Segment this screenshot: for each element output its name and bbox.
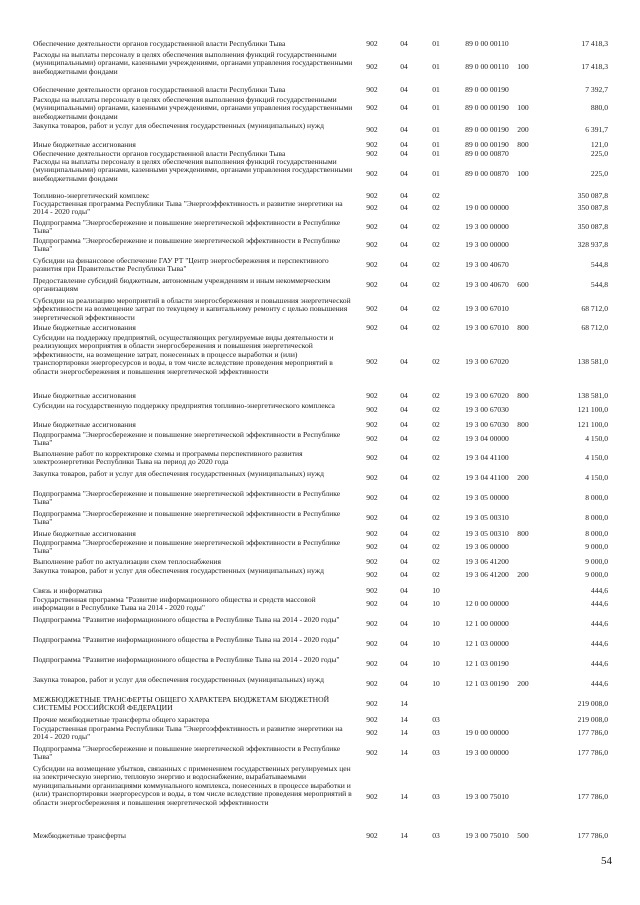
row-name: Предоставление субсидий бюджетным, автономным учреждениям и иным некоммерческим организациям <box>33 276 333 294</box>
cell-sum: 121,0 <box>590 140 608 149</box>
cell-rz: 04 <box>400 557 408 566</box>
row-name: Подпрограмма "Энергосбережение и повышение энергетической эффективности в Республике Тыва" <box>33 218 343 236</box>
cell-ved: 902 <box>366 62 378 71</box>
cell-rz: 04 <box>400 323 408 332</box>
cell-rz: 04 <box>400 149 408 158</box>
cell-prz: 01 <box>432 62 440 71</box>
cell-rz: 04 <box>400 529 408 538</box>
row-name: Иные бюджетные ассигнования <box>33 420 136 429</box>
cell-vr: 800 <box>517 323 529 332</box>
cell-vr: 500 <box>517 831 529 840</box>
cell-sum: 880,0 <box>590 103 608 112</box>
cell-ved: 902 <box>366 203 378 212</box>
cell-sum: 350 087,8 <box>577 191 608 200</box>
cell-ved: 902 <box>366 792 378 801</box>
cell-ved: 902 <box>366 542 378 551</box>
cell-ved: 902 <box>366 240 378 249</box>
cell-ved: 902 <box>366 699 378 708</box>
cell-sum: 177 786,0 <box>577 728 608 737</box>
cell-rz: 04 <box>400 659 408 668</box>
page-number: 54 <box>601 855 612 867</box>
row-name: Субсидии на возмещение убытков, связанных с применением государственных регулируемых цен на электрическую энергию, тепловую энергию и водоснабжение, вырабатываемыми муниципальными организациями коммунального комплекса, понесенных в процессе выработки и (или) транспортировки энергоресурсов и воды, в том числе вследствие проведения мероприятий в области энергосбережения и повышения энергетической эффективности <box>33 764 354 807</box>
cell-sum: 68 712,0 <box>581 304 608 313</box>
row-name: Государственная программа Республики Тыва "Энергоэффективность и развитие энергетики на 2014 - 2020 годы" <box>33 724 345 742</box>
cell-csr: 19 3 00 67030 <box>465 405 509 414</box>
cell-prz: 02 <box>432 280 440 289</box>
row-name: Подпрограмма "Энергосбережение и повышение энергетической эффективности в Республике Тыва" <box>33 538 343 556</box>
table-row <box>0 696 640 715</box>
table-row <box>0 257 640 276</box>
table-row <box>0 656 640 675</box>
cell-prz: 03 <box>432 792 440 801</box>
cell-prz: 01 <box>432 169 440 178</box>
cell-ved: 902 <box>366 222 378 231</box>
cell-ved: 902 <box>366 557 378 566</box>
cell-csr: 19 3 06 00000 <box>465 542 509 551</box>
row-name: Связь и информатика <box>33 586 103 595</box>
cell-prz: 02 <box>432 222 440 231</box>
cell-rz: 04 <box>400 405 408 414</box>
cell-prz: 10 <box>432 599 440 608</box>
cell-csr: 19 3 05 00310 <box>465 529 509 538</box>
cell-prz: 10 <box>432 679 440 688</box>
cell-sum: 138 581,0 <box>577 357 608 366</box>
cell-csr: 19 3 00 67010 <box>465 323 509 332</box>
cell-rz: 04 <box>400 357 408 366</box>
row-name: Закупка товаров, работ и услуг для обеспечения государственных (муниципальных) нужд <box>33 469 324 478</box>
cell-sum: 7 392,7 <box>585 85 608 94</box>
table-row <box>0 490 640 509</box>
cell-sum: 8 000,0 <box>585 513 608 522</box>
cell-csr: 19 3 06 41200 <box>465 570 509 579</box>
cell-csr: 19 3 00 40670 <box>465 260 509 269</box>
table-row <box>0 297 640 324</box>
cell-rz: 04 <box>400 542 408 551</box>
cell-rz: 04 <box>400 493 408 502</box>
cell-rz: 14 <box>400 699 408 708</box>
row-name: Подпрограмма "Развитие информационного общества в Республике Тыва на 2014 - 2020 годы" <box>33 655 340 664</box>
cell-sum: 8 000,0 <box>585 493 608 502</box>
cell-rz: 04 <box>400 222 408 231</box>
cell-csr: 19 3 00 40670 <box>465 280 509 289</box>
cell-sum: 9 000,0 <box>585 542 608 551</box>
cell-ved: 902 <box>366 125 378 134</box>
row-name: Государственная программа "Развитие информационного общества и средств массовой информации в Республике Тыва на 2014 - 2020 годы" <box>33 595 318 613</box>
cell-csr: 19 3 00 67020 <box>465 391 509 400</box>
cell-rz: 04 <box>400 62 408 71</box>
cell-vr: 800 <box>517 140 529 149</box>
cell-ved: 902 <box>366 586 378 595</box>
cell-csr: 19 3 00 75010 <box>465 792 509 801</box>
table-row <box>0 616 640 635</box>
cell-rz: 04 <box>400 85 408 94</box>
row-name: Подпрограмма "Энергосбережение и повышение энергетической эффективности в Республике Тыва" <box>33 509 343 527</box>
cell-rz: 04 <box>400 125 408 134</box>
cell-csr: 19 3 04 00000 <box>465 434 509 443</box>
cell-ved: 902 <box>366 405 378 414</box>
cell-rz: 04 <box>400 599 408 608</box>
cell-vr: 100 <box>517 62 529 71</box>
table-row <box>0 334 640 393</box>
cell-sum: 4 150,0 <box>585 473 608 482</box>
cell-prz: 01 <box>432 85 440 94</box>
cell-csr: 19 3 00 75010 <box>465 831 509 840</box>
cell-ved: 902 <box>366 85 378 94</box>
row-name: Закупка товаров, работ и услуг для обеспечения государственных (муниципальных) нужд <box>33 566 324 575</box>
cell-sum: 177 786,0 <box>577 748 608 757</box>
cell-csr: 89 0 00 00870 <box>465 169 509 178</box>
cell-ved: 902 <box>366 513 378 522</box>
cell-csr: 19 3 00 00000 <box>465 748 509 757</box>
cell-rz: 04 <box>400 473 408 482</box>
cell-csr: 19 3 04 41100 <box>465 473 509 482</box>
cell-ved: 902 <box>366 357 378 366</box>
cell-csr: 19 3 05 00310 <box>465 513 509 522</box>
cell-prz: 03 <box>432 748 440 757</box>
table-row <box>0 431 640 450</box>
cell-rz: 14 <box>400 715 408 724</box>
cell-ved: 902 <box>366 659 378 668</box>
cell-vr: 600 <box>517 280 529 289</box>
cell-sum: 225,0 <box>590 149 608 158</box>
row-name: Субсидии на поддержку предприятий, осуществляющих регулируемые виды деятельности и реализующих мероприятия в области энергосбережения и повышения энергетической эффективности, на возмещение затрат, понесенных в процессе выработки и (или) транспортировки энергоресурсов и воды, в том числе вследствие проведения мероприятий в области энергосбережения и повышения энергетической эффективности <box>33 333 336 376</box>
cell-rz: 14 <box>400 831 408 840</box>
table-row <box>0 450 640 469</box>
cell-csr: 19 3 06 41200 <box>465 557 509 566</box>
cell-prz: 02 <box>432 323 440 332</box>
cell-ved: 902 <box>366 831 378 840</box>
cell-prz: 02 <box>432 240 440 249</box>
row-name: Субсидии на реализацию мероприятий в области энергосбережения и повышения энергетической эффективности на возмещение затрат по текущему и капитальному ремонту с целью повышения энергетической эффективности <box>33 296 353 322</box>
table-row <box>0 51 640 86</box>
cell-rz: 04 <box>400 203 408 212</box>
cell-csr: 19 3 00 00000 <box>465 222 509 231</box>
table-row <box>0 96 640 123</box>
cell-csr: 19 3 00 67030 <box>465 420 509 429</box>
cell-prz: 01 <box>432 125 440 134</box>
cell-ved: 902 <box>366 599 378 608</box>
cell-sum: 444,6 <box>590 599 608 608</box>
cell-sum: 350 087,8 <box>577 203 608 212</box>
cell-rz: 04 <box>400 169 408 178</box>
cell-rz: 04 <box>400 103 408 112</box>
row-name: Закупка товаров, работ и услуг для обеспечения государственных (муниципальных) нужд <box>33 121 324 130</box>
cell-vr: 200 <box>517 125 529 134</box>
cell-ved: 902 <box>366 191 378 200</box>
row-name: Расходы на выплаты персоналу в целях обеспечения выполнения функций государственными (муниципальными) органами, казенными учреждениями, органами управления государственными внебюджетными фондами <box>33 50 355 76</box>
cell-prz: 03 <box>432 728 440 737</box>
cell-prz: 02 <box>432 529 440 538</box>
cell-csr: 89 0 00 00190 <box>465 103 509 112</box>
cell-ved: 902 <box>366 715 378 724</box>
cell-csr: 19 0 00 00000 <box>465 728 509 737</box>
table-row <box>0 676 640 695</box>
cell-rz: 04 <box>400 679 408 688</box>
cell-ved: 902 <box>366 728 378 737</box>
cell-rz: 14 <box>400 728 408 737</box>
cell-ved: 902 <box>366 280 378 289</box>
cell-sum: 4 150,0 <box>585 453 608 462</box>
cell-prz: 01 <box>432 39 440 48</box>
cell-csr: 89 0 00 00110 <box>465 39 509 48</box>
row-name: Межбюджетные трансферты <box>33 831 126 840</box>
cell-sum: 444,6 <box>590 679 608 688</box>
table-row <box>0 237 640 256</box>
cell-csr: 19 0 00 00000 <box>465 203 509 212</box>
cell-vr: 800 <box>517 420 529 429</box>
cell-rz: 04 <box>400 434 408 443</box>
table-row <box>0 636 640 655</box>
cell-rz: 04 <box>400 453 408 462</box>
cell-ved: 902 <box>366 169 378 178</box>
cell-prz: 02 <box>432 542 440 551</box>
cell-rz: 04 <box>400 280 408 289</box>
cell-prz: 01 <box>432 103 440 112</box>
cell-ved: 902 <box>366 391 378 400</box>
row-name: Подпрограмма "Энергосбережение и повышение энергетической эффективности в Республике Тыва" <box>33 489 343 507</box>
cell-rz: 04 <box>400 639 408 648</box>
cell-ved: 902 <box>366 453 378 462</box>
cell-sum: 8 000,0 <box>585 529 608 538</box>
row-name: Выполнение работ по корректировке схемы и программы перспективного развития электроэнергетики Республики Тыва на период до 2020 года <box>33 449 305 467</box>
cell-vr: 200 <box>517 679 529 688</box>
cell-prz: 01 <box>432 149 440 158</box>
cell-csr: 19 3 04 41100 <box>465 453 509 462</box>
row-name: МЕЖБЮДЖЕТНЫЕ ТРАНСФЕРТЫ ОБЩЕГО ХАРАКТЕРА БЮДЖЕТАМ БЮДЖЕТНОЙ СИСТЕМЫ РОССИЙСКОЙ ФЕДЕРАЦИИ <box>33 695 331 713</box>
cell-prz: 01 <box>432 140 440 149</box>
cell-ved: 902 <box>366 570 378 579</box>
cell-prz: 10 <box>432 639 440 648</box>
cell-sum: 219 008,0 <box>577 715 608 724</box>
cell-prz: 03 <box>432 715 440 724</box>
cell-rz: 04 <box>400 513 408 522</box>
cell-csr: 89 0 00 00190 <box>465 140 509 149</box>
cell-csr: 12 0 00 00000 <box>465 599 509 608</box>
cell-ved: 902 <box>366 39 378 48</box>
table-row <box>0 596 640 615</box>
cell-vr: 200 <box>517 570 529 579</box>
table-row <box>0 567 640 586</box>
cell-prz: 02 <box>432 493 440 502</box>
cell-prz: 02 <box>432 357 440 366</box>
row-name: Расходы на выплаты персоналу в целях обеспечения выполнения функций государственными (муниципальными) органами, казенными учреждениями, органами управления государственными внебюджетными фондами <box>33 95 355 121</box>
cell-sum: 9 000,0 <box>585 570 608 579</box>
cell-rz: 04 <box>400 420 408 429</box>
cell-sum: 544,8 <box>590 260 608 269</box>
cell-sum: 544,8 <box>590 280 608 289</box>
cell-ved: 902 <box>366 748 378 757</box>
cell-sum: 328 937,8 <box>577 240 608 249</box>
cell-prz: 10 <box>432 586 440 595</box>
cell-rz: 14 <box>400 748 408 757</box>
cell-csr: 19 3 00 67010 <box>465 304 509 313</box>
table-row <box>0 765 640 832</box>
cell-sum: 225,0 <box>590 169 608 178</box>
row-name: Обеспечение деятельности органов государственной власти Республики Тыва <box>33 149 286 158</box>
cell-ved: 902 <box>366 529 378 538</box>
cell-sum: 444,6 <box>590 586 608 595</box>
cell-csr: 12 1 00 00000 <box>465 619 509 628</box>
table-row <box>0 832 640 843</box>
cell-rz: 04 <box>400 39 408 48</box>
row-name: Топливно-энергетический комплекс <box>33 191 150 200</box>
cell-vr: 100 <box>517 103 529 112</box>
cell-sum: 177 786,0 <box>577 831 608 840</box>
row-name: Расходы на выплаты персоналу в целях обеспечения выполнения функций государственными (муниципальными) органами, казенными учреждениями, органами управления государственными внебюджетными фондами <box>33 157 355 183</box>
cell-sum: 219 008,0 <box>577 699 608 708</box>
row-name: Закупка товаров, работ и услуг для обеспечения государственных (муниципальных) нужд <box>33 675 324 684</box>
cell-sum: 138 581,0 <box>577 391 608 400</box>
table-row <box>0 470 640 489</box>
cell-csr: 12 1 03 00190 <box>465 659 509 668</box>
row-name: Иные бюджетные ассигнования <box>33 529 136 538</box>
cell-prz: 10 <box>432 619 440 628</box>
cell-prz: 02 <box>432 570 440 579</box>
row-name: Обеспечение деятельности органов государственной власти Республики Тыва <box>33 39 286 48</box>
cell-csr: 89 0 00 00110 <box>465 62 509 71</box>
cell-sum: 4 150,0 <box>585 434 608 443</box>
cell-ved: 902 <box>366 103 378 112</box>
cell-ved: 902 <box>366 473 378 482</box>
cell-prz: 02 <box>432 391 440 400</box>
cell-vr: 200 <box>517 473 529 482</box>
cell-vr: 800 <box>517 391 529 400</box>
cell-prz: 10 <box>432 659 440 668</box>
table-row <box>0 510 640 529</box>
table-row <box>0 539 640 558</box>
cell-rz: 04 <box>400 260 408 269</box>
row-name: Подпрограмма "Энергосбережение и повышение энергетической эффективности в Республике Тыва" <box>33 744 343 762</box>
cell-csr: 19 3 00 67020 <box>465 357 509 366</box>
cell-ved: 902 <box>366 493 378 502</box>
row-name: Иные бюджетные ассигнования <box>33 391 136 400</box>
row-name: Подпрограмма "Развитие информационного общества в Республике Тыва на 2014 - 2020 годы" <box>33 635 340 644</box>
cell-sum: 17 418,3 <box>581 39 608 48</box>
cell-sum: 121 100,0 <box>577 420 608 429</box>
cell-sum: 444,6 <box>590 659 608 668</box>
cell-csr: 89 0 00 00190 <box>465 85 509 94</box>
row-name: Иные бюджетные ассигнования <box>33 323 136 332</box>
cell-ved: 902 <box>366 260 378 269</box>
cell-csr: 12 1 03 00190 <box>465 679 509 688</box>
cell-csr: 89 0 00 00190 <box>465 125 509 134</box>
cell-sum: 444,6 <box>590 639 608 648</box>
cell-prz: 02 <box>432 203 440 212</box>
cell-prz: 02 <box>432 513 440 522</box>
table-row <box>0 158 640 193</box>
cell-sum: 444,6 <box>590 619 608 628</box>
cell-sum: 17 418,3 <box>581 62 608 71</box>
cell-csr: 12 1 03 00000 <box>465 639 509 648</box>
cell-sum: 6 391,7 <box>585 125 608 134</box>
cell-prz: 02 <box>432 260 440 269</box>
cell-rz: 04 <box>400 304 408 313</box>
cell-rz: 04 <box>400 391 408 400</box>
cell-rz: 04 <box>400 570 408 579</box>
row-name: Обеспечение деятельности органов государственной власти Республики Тыва <box>33 85 286 94</box>
cell-ved: 902 <box>366 679 378 688</box>
cell-sum: 350 087,8 <box>577 222 608 231</box>
table-row <box>0 745 640 764</box>
cell-ved: 902 <box>366 323 378 332</box>
cell-prz: 02 <box>432 304 440 313</box>
cell-prz: 02 <box>432 557 440 566</box>
row-name: Подпрограмма "Энергосбережение и повышение энергетической эффективности в Республике Тыва" <box>33 430 343 448</box>
cell-prz: 02 <box>432 420 440 429</box>
cell-prz: 02 <box>432 405 440 414</box>
cell-sum: 177 786,0 <box>577 792 608 801</box>
cell-rz: 14 <box>400 792 408 801</box>
table-row <box>0 277 640 296</box>
table-row <box>0 122 640 141</box>
row-name: Иные бюджетные ассигнования <box>33 140 136 149</box>
cell-vr: 800 <box>517 529 529 538</box>
cell-ved: 902 <box>366 140 378 149</box>
cell-ved: 902 <box>366 420 378 429</box>
row-name: Подпрограмма "Энергосбережение и повышение энергетической эффективности в Республике Тыва" <box>33 236 343 254</box>
cell-vr: 100 <box>517 169 529 178</box>
row-name: Прочие межбюджетные трансферты общего характера <box>33 715 210 724</box>
table-row <box>0 402 640 421</box>
cell-rz: 04 <box>400 586 408 595</box>
table-row <box>0 725 640 744</box>
row-name: Подпрограмма "Развитие информационного общества в Республике Тыва на 2014 - 2020 годы" <box>33 615 340 624</box>
cell-ved: 902 <box>366 639 378 648</box>
cell-rz: 04 <box>400 240 408 249</box>
cell-rz: 04 <box>400 140 408 149</box>
cell-prz: 02 <box>432 473 440 482</box>
cell-ved: 902 <box>366 434 378 443</box>
cell-csr: 19 3 05 00000 <box>465 493 509 502</box>
row-name: Субсидии на государственную поддержку предприятия топливно-энергетического комплекса <box>33 401 335 410</box>
row-name: Выполнение работ по актуализации схем теплоснабжения <box>33 557 221 566</box>
cell-ved: 902 <box>366 304 378 313</box>
row-name: Государственная программа Республики Тыва "Энергоэффективность и развитие энергетики на 2014 - 2020 годы" <box>33 199 345 217</box>
row-name: Субсидии на финансовое обеспечение ГАУ РТ "Центр энергосбережения и перспективного развития при Правительстве Республики Тыва" <box>33 256 331 274</box>
cell-csr: 89 0 00 00870 <box>465 149 509 158</box>
cell-csr: 19 3 00 00000 <box>465 240 509 249</box>
cell-ved: 902 <box>366 149 378 158</box>
cell-rz: 04 <box>400 619 408 628</box>
cell-prz: 03 <box>432 831 440 840</box>
table-row <box>0 200 640 219</box>
cell-ved: 902 <box>366 619 378 628</box>
cell-prz: 02 <box>432 191 440 200</box>
cell-prz: 02 <box>432 434 440 443</box>
cell-sum: 9 000,0 <box>585 557 608 566</box>
cell-sum: 68 712,0 <box>581 323 608 332</box>
cell-rz: 04 <box>400 191 408 200</box>
cell-prz: 02 <box>432 453 440 462</box>
cell-sum: 121 100,0 <box>577 405 608 414</box>
